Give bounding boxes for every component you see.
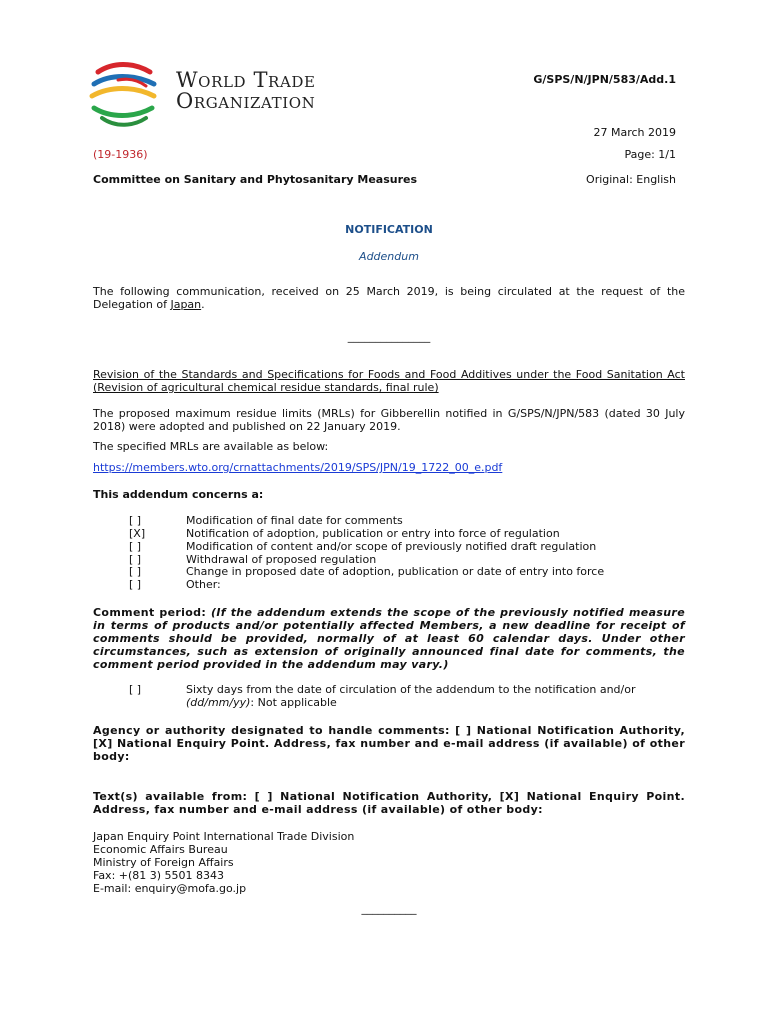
concern-checkbox: [ ] [129,565,142,578]
attachment-link[interactable]: https://members.wto.org/crnattachments/2019/SPS/JPN/19_1722_00_e.pdf [93,461,503,474]
document-number: (19-1936) [93,148,148,161]
contact-line: Fax: +(81 3) 5501 8343 [93,869,225,882]
body-paragraph-2: The specified MRLs are available as below: [93,440,329,453]
document-symbol: G/SPS/N/JPN/583/Add.1 [533,73,676,86]
comment-option-checkbox: [ ] [129,683,142,696]
comment-period-label: Comment period: [93,606,211,619]
comment-period-block [93,606,685,671]
original-language: Original: English [586,173,676,186]
concern-label: Change in proposed date of adoption, publication or date of entry into force [186,565,605,578]
concern-checkbox: [ ] [129,514,142,527]
intro-end: . [201,298,205,311]
contact-line: Economic Affairs Bureau [93,843,228,856]
comment-option-date-format: (dd/mm/yy) [186,695,251,709]
wto-logo-text [176,70,316,112]
separator-bottom: __________ [361,902,417,915]
concern-label: Withdrawal of proposed regulation [186,553,377,566]
contact-line: Ministry of Foreign Affairs [93,856,234,869]
comment-option-text [186,684,686,709]
concern-checkbox: [ ] [129,540,142,553]
body-paragraph-1: The proposed maximum residue limits (MRLs) for Gibberellin notified in G/SPS/N/JPN/583 (dated 30 July 2018) were adopted and published on 22 January 2019. [93,407,685,433]
texts-available-paragraph: Text(s) available from: [ ] National Notification Authority, [X] National Enquiry Point. Address, fax number and e-mail address (if available) of other body: [93,790,685,816]
subject-title: Revision of the Standards and Specifications for Foods and Food Additives under the Food Sanitation Act (Revision of agricultural chemical residue standards, final rule) [93,368,685,394]
comment-option-value: : Not applicable [250,695,337,709]
contact-block [93,830,354,895]
addendum-subheading: Addendum [359,250,419,263]
org-name-line1: World Trade [176,68,316,92]
separator-top: _______________ [347,330,431,343]
contact-line: Japan Enquiry Point International Trade Division [93,830,355,843]
agency-paragraph: Agency or authority designated to handle comments: [ ] National Notification Authority, [X] National Enquiry Point. Address, fax number and e-mail address (if available) of other body: [93,724,685,763]
concern-label: Modification of final date for comments [186,514,403,527]
concern-label: Modification of content and/or scope of previously notified draft regulation [186,540,597,553]
wto-logo-symbol [88,60,168,134]
page-indicator: Page: 1/1 [624,148,676,161]
comment-option-main: Sixty days from the date of circulation of the addendum to the notification and/or [186,683,636,696]
concerns-heading: This addendum concerns a: [93,488,264,501]
concern-checkbox: [X] [129,527,146,540]
intro-paragraph [93,285,685,311]
concern-label: Other: [186,578,221,591]
concern-checkbox: [ ] [129,553,142,566]
comment-period-text: (If the addendum extends the scope of the previously notified measure in terms of products and/or potentially affected Members, a new deadline for receipt of comments should be provided, normally of at least 60 calendar days. Under other circumstances, such as extension of originally announced final date for comments, the comment period provided in the addendum may vary.) [93,606,685,671]
concern-checkbox: [ ] [129,578,142,591]
intro-country: Japan [170,298,202,311]
intro-text: The following communication, received on 25 March 2019, is being circulated at the request of the Delegation of [93,285,685,311]
committee-name: Committee on Sanitary and Phytosanitary Measures [93,173,418,186]
org-name-line2: Organization [176,89,316,113]
concern-label: Notification of adoption, publication or entry into force of regulation [186,527,560,540]
document-date: 27 March 2019 [593,126,676,139]
notification-heading: NOTIFICATION [345,223,433,236]
contact-line: E-mail: enquiry@mofa.go.jp [93,882,247,895]
